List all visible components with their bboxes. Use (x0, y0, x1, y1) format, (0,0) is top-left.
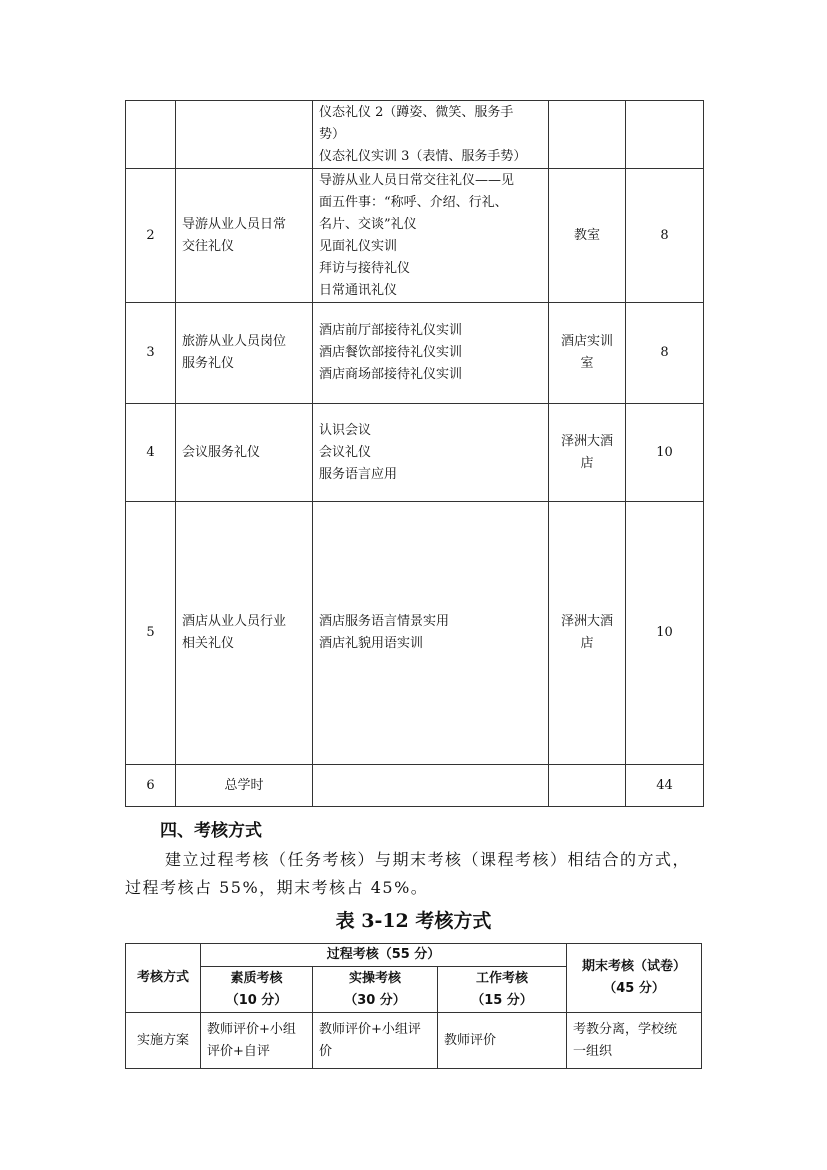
corner-header: 考核方式 (126, 944, 201, 1013)
final-header: 期末考核（试卷） （45 分） (567, 944, 702, 1013)
schedule-table (125, 100, 704, 807)
module-cell: 旅游从业人员岗位 服务礼仪 (176, 303, 313, 404)
sub-header-quality: 素质考核 （10 分） (201, 967, 313, 1013)
sub-header-work: 工作考核 （15 分） (438, 967, 567, 1013)
table-cell: 教师评价+小组 评价+自评 (201, 1013, 313, 1069)
table-row (126, 101, 704, 169)
venue-cell: 教室 (549, 169, 626, 303)
content-cell: 导游从业人员日常交往礼仪——见 面五件事：“称呼、介绍、行礼、 名片、交谈”礼仪 见面礼仪实训 拜访与接待礼仪 日常通讯礼仪 (313, 169, 549, 303)
process-header: 过程考核（55 分） (201, 944, 567, 967)
table-row (126, 502, 704, 765)
content-cell: 酒店前厅部接待礼仪实训 酒店餐饮部接待礼仪实训 酒店商场部接待礼仪实训 (313, 303, 549, 404)
hours-cell: 8 (626, 169, 704, 303)
table-row (126, 404, 704, 502)
table-cell: 教师评价+小组评 价 (313, 1013, 438, 1069)
row-label: 实施方案 (126, 1013, 201, 1069)
content-cell: 认识会议 会议礼仪 服务语言应用 (313, 404, 549, 502)
module-cell (176, 101, 313, 169)
section-paragraph: 建立过程考核（任务考核）与期末考核（课程考核）相结合的方式，过程考核占 55%，期末考核占 45%。 (125, 850, 691, 897)
table-cell: 教师评价 (438, 1013, 567, 1069)
venue-cell: 泽洲大酒 店 (549, 502, 626, 765)
hours-cell: 8 (626, 303, 704, 404)
table-title: 表 3-12 考核方式 (335, 910, 492, 932)
table-row (126, 169, 704, 303)
row-number-cell: 5 (126, 502, 176, 765)
hours-cell (626, 101, 704, 169)
module-cell: 总学时 (176, 765, 313, 807)
module-cell: 酒店从业人员行业 相关礼仪 (176, 502, 313, 765)
content-cell: 酒店服务语言情景实用 酒店礼貌用语实训 (313, 502, 549, 765)
venue-cell: 泽洲大酒 店 (549, 404, 626, 502)
row-number-cell: 3 (126, 303, 176, 404)
row-number-cell: 6 (126, 765, 176, 807)
hours-cell: 10 (626, 404, 704, 502)
hours-cell: 10 (626, 502, 704, 765)
venue-cell (549, 101, 626, 169)
assessment-table (125, 943, 702, 1069)
row-number-cell (126, 101, 176, 169)
module-cell: 会议服务礼仪 (176, 404, 313, 502)
venue-cell: 酒店实训 室 (549, 303, 626, 404)
table-cell: 考教分离，学校统 一组织 (567, 1013, 702, 1069)
table-row (126, 303, 704, 404)
sub-header-practice: 实操考核 （30 分） (313, 967, 438, 1013)
table-row (126, 765, 704, 807)
venue-cell (549, 765, 626, 807)
hours-cell: 44 (626, 765, 704, 807)
row-number-cell: 2 (126, 169, 176, 303)
content-cell (313, 765, 549, 807)
row-number-cell: 4 (126, 404, 176, 502)
module-cell: 导游从业人员日常 交往礼仪 (176, 169, 313, 303)
content-cell: 仪态礼仪 2（蹲姿、微笑、服务手 势） 仪态礼仪实训 3（表情、服务手势） (313, 101, 549, 169)
section-heading: 四、考核方式 (160, 821, 262, 841)
